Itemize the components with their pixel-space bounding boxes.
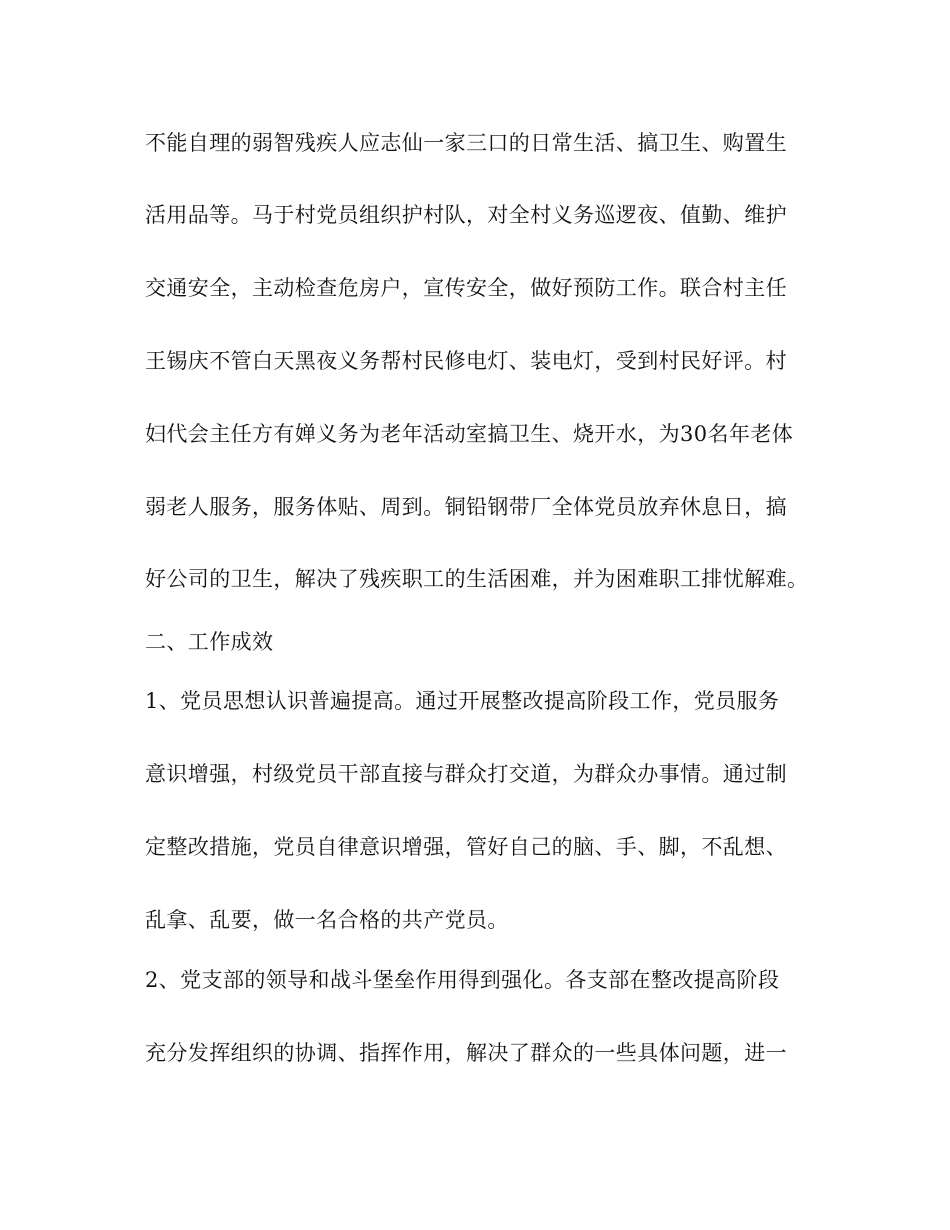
paragraph-line: 意识增强，村级党员干部直接与群众打交道，为群众办事情。通过制 [145,762,787,786]
paragraph-line: 好公司的卫生，解决了残疾职工的生活困难，并为困难职工排忧解难。 [145,567,809,591]
paragraph-line: 交通安全，主动检查危房户，宣传安全，做好预防工作。联合村主任 [145,276,787,300]
paragraph-line: 1、党员思想认识普遍提高。通过开展整改提高阶段工作，党员服务 [145,689,780,713]
paragraph-line: 定整改措施，党员自律意识增强，管好自己的脑、手、脚，不乱想、 [145,835,787,859]
paragraph-line: 不能自理的弱智残疾人应志仙一家三口的日常生活、搞卫生、购置生 [145,131,787,155]
paragraph-line: 充分发挥组织的协调、指挥作用，解决了群众的一些具体问题，进一 [145,1041,787,1065]
paragraph-line: 乱拿、乱要，做一名合格的共产党员。 [145,908,509,932]
paragraph-line: 2、党支部的领导和战斗堡垒作用得到强化。各支部在整改提高阶段 [145,968,780,992]
paragraph-line: 活用品等。马于村党员组织护村队，对全村义务巡逻夜、值勤、维护 [145,203,787,227]
section-heading: 二、工作成效 [145,630,274,654]
paragraph-line: 妇代会主任方有婵义务为老年活动室搞卫生、烧开水，为30名年老体 [145,422,794,446]
paragraph-line: 弱老人服务，服务体贴、周到。铜铅钢带厂全体党员放弃休息日，搞 [145,495,787,519]
paragraph-line: 王锡庆不管白天黑夜义务帮村民修电灯、装电灯，受到村民好评。村 [145,349,787,373]
